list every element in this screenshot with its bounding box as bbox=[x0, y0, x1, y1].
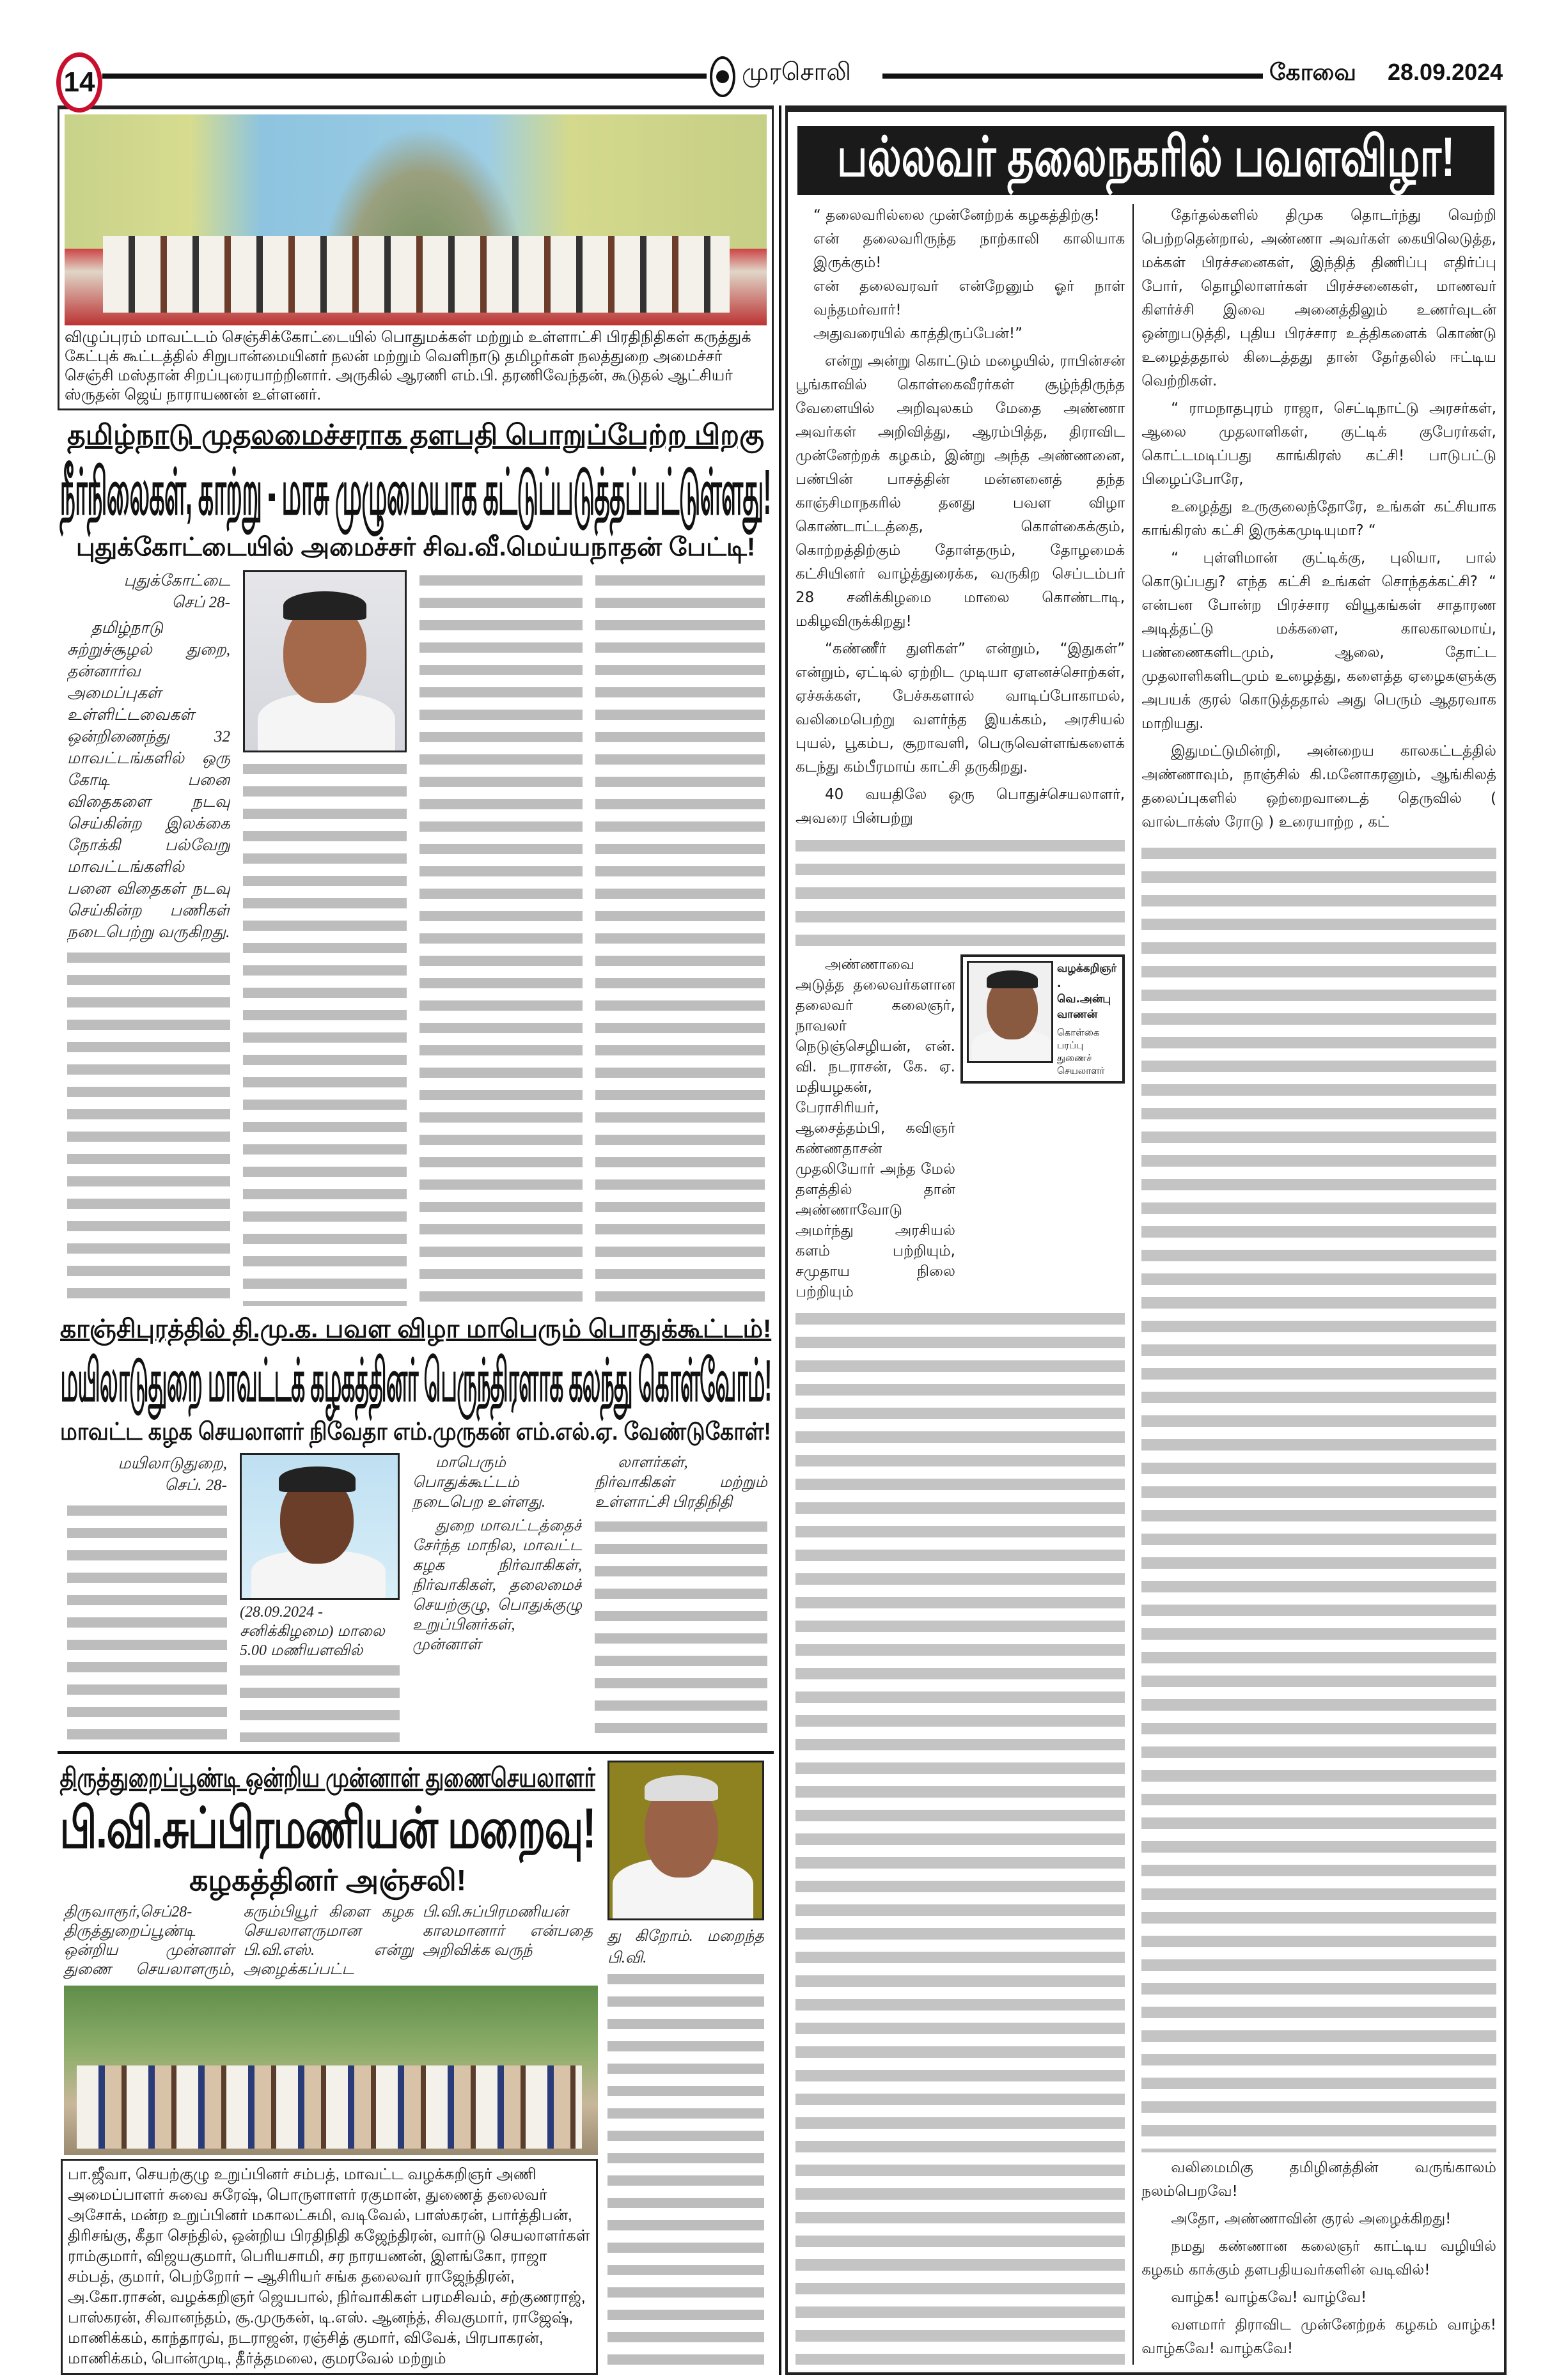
secretary-portrait bbox=[240, 1453, 400, 1600]
masthead-rule-left bbox=[102, 74, 707, 79]
closing-line: அதோ, அண்ணாவின் குரல் அழைக்கிறது! bbox=[1171, 2211, 1452, 2227]
kicker-text: காஞ்சிபுரத்தில் தி.மு.க. பவள விழா மாபெரும் பொதுக்கூட்டம்! bbox=[59, 1315, 772, 1343]
subheadline bbox=[58, 1416, 774, 1448]
paper-logo-icon bbox=[710, 56, 735, 97]
article-paragraph: துறை மாவட்டத்தைச் சேர்ந்த மாநில, மாவட்ட கழக நிர்வாகிகள், நிர்வாகிகள், தலைமைச் செயற்குழு, பொதுக்குழு உறுப்பினர்கள், முன்னாள் bbox=[412, 1518, 582, 1653]
closing-line: வளமார் திராவிட முன்னேற்றக் கழகம் வாழ்க! வாழ்கவே! வாழ்கவே! bbox=[1141, 2317, 1496, 2357]
text-filler bbox=[240, 1660, 400, 1742]
article-paragraph: தமிழ்நாடு சுற்றுச்சூழல் துறை, தன்னார்வ அமைப்புகள் உள்ளிட்டவைகள் ஒன்றிணைந்து 32 மாவட்டங்களில் ஒரு கோடி பனை விதைகளை நடவு செய்கின்ற இலக்கை நோக்கி பல்வேறு மாவட்டங்களில் பனை விதைகள் நடவு செய்கின்ற பணிகள் நடைபெற்று வருகிறது. bbox=[67, 619, 230, 941]
text-filler bbox=[67, 947, 230, 1306]
headline-text: பி.வி.சுப்பிரமணியன் மறைவு! bbox=[59, 1796, 596, 1860]
subheadline bbox=[58, 1862, 598, 1899]
feature-headline-box bbox=[797, 126, 1494, 195]
feature-column-2 bbox=[1141, 204, 1496, 2365]
article-column bbox=[240, 1453, 400, 1742]
issue-date: 28.09.2024 bbox=[1388, 59, 1503, 85]
story3-side-column bbox=[607, 1761, 764, 2375]
feature-paragraph: அண்ணாவை அடுத்த தலைவர்களான தலைவர் கலைஞர், நாவலர் நெடுஞ்செழியன், என். வி. நடராசன், கே. ஏ. மதியழகன், பேராசிரியர், ஆசைத்தம்பி, கவிஞர் கண்ணதாசன் முதலியோர் அந்த மேல் தளத்தில் தான் அண்ணாவோடு அமர்ந்து அரசியல் களம் பற்றியும், சமுதாய நிலை பற்றியும் bbox=[795, 956, 955, 1300]
feature-closing bbox=[1141, 2156, 1496, 2365]
subheadline bbox=[58, 531, 774, 564]
feature-column-divider bbox=[1132, 204, 1134, 2365]
headline-text: நீர்நிலைகள், காற்று - மாசு முழுமையாக கட்டுப்படுத்தப்பட்டுள்ளது! bbox=[60, 456, 771, 528]
dateline: புதுக்கோட்டை செப் 28- bbox=[123, 572, 230, 611]
photo-caption: (28.09.2024 - சனிக்கிழமை) மாலை 5.00 மணியளவில் bbox=[240, 1604, 385, 1659]
closing-line: வலிமைமிகு தமிழினத்தின் வருங்காலம் நலம்பெறவே! bbox=[1141, 2159, 1496, 2200]
feature-paragraph: இதுமட்டுமின்றி, அன்றைய காலகட்டத்தில் அண்ணாவும், நாஞ்சில் கி.மனோகரனும், ஆங்கிலத் தலைப்புகளில் ஒற்றைவாடைத் தெருவில் ( வால்டாக்ஸ் ரோடு ) உரையாற்ற , கட் bbox=[1141, 743, 1496, 830]
feature-columns bbox=[795, 204, 1496, 2365]
section-divider bbox=[58, 1751, 774, 1754]
photo-caption: விழுப்புரம் மாவட்டம் செஞ்சிக்கோட்டையில் பொதுமக்கள் மற்றும் உள்ளாட்சி பிரதிநிதிகள் கருத்துக் கேட்புக் கூட்டத்தில் சிறுபான்மையினர் நலன் மற்றும் வெளிநாடு தமிழர்கள் நலத்துறை அமைச்சர் செஞ்சி மஸ்தான் சிறப்புரையாற்றினார். அருகில் ஆரணி எம்.பி. தரணிவேந்தன், கூடுதல் ஆட்சியர் ஸ்ருதன் ஜெய் நாராயணன் உள்ளனர். bbox=[65, 329, 751, 403]
byline-row bbox=[795, 954, 1125, 1302]
kicker-text: திருத்துறைப்பூண்டி ஒன்றிய முன்னாள் துணைசெயலாளர் bbox=[59, 1762, 596, 1793]
photo-box bbox=[58, 105, 774, 410]
feature-headline: பல்லவர் தலைநகரில் பவளவிழா! bbox=[836, 125, 1455, 188]
author-name: வழக்கறிஞர். வெ.அன்புவாணன் bbox=[1056, 962, 1117, 1021]
article-column bbox=[67, 1453, 227, 1742]
quote-line: என் தலைவரிருந்த நாற்காலி காலியாக இருக்கும்! bbox=[813, 231, 1125, 271]
article-column bbox=[243, 570, 407, 1306]
text-filler bbox=[67, 1500, 227, 1742]
caption-text: பா.ஜீவா, செயற்குழு உறுப்பினர் சம்பத், மாவட்ட வழக்கறிஞர் அணி அமைப்பாளர் சுவை சுரேஷ், பொருளாளர் ரகுமான், துணைத் தலைவர் அசோக், மன்ற உறுப்பினர் மகாலட்சுமி, வடிவேல், பாஸ்கரன், பார்த்திபன், திரிசங்கு, கீதா செந்தில், ஒன்றிய பிரதிநிதி கஜேந்திரன், வார்டு செயலாளர்கள் ராம்குமார், விஜயகுமார், பெரியசாமி, சர நாரயணன், இளங்கோ, ராஜா சம்பத், குமார், பெற்றோர் – ஆசிரியர் சங்க தலைவர் ராஜேந்திரன், அ.கோ.ராசன், வழக்கறிஞர் ஜெயபால், நிர்வாகிகள் பரமசிவம், சற்குணராஜ், பாஸ்கரன், சிவானந்தம், சூ.முருகன், டி.எஸ். ஆனந்த், சிவகுமார், ராஜேஷ், மாணிக்கம், காந்தாரவ், நடராஜன், ரஞ்சித் குமார், விவேக், பிரபாகரன், மாணிக்கம், பொன்முடி, தீர்த்தமலை, குமரவேல் மற்றும் bbox=[68, 2166, 590, 2367]
text-filler bbox=[595, 1516, 767, 1742]
subheadline-text: மாவட்ட கழக செயலாளர் நிவேதா எம்.முருகன் எம்.எல்.ஏ. வேண்டுகோள்! bbox=[60, 1419, 771, 1445]
feature-paragraph: “ புள்ளிமான் குட்டிக்கு, புலியா, பால் கொடுப்பது? எந்த கட்சி உங்கள் சொந்தக்கட்சி? “ என்பன போன்ற பிரச்சார வியூகங்கள் சாதாரண அடித்தட்டு மக்களை, காலகாலமாய், பண்ணைகளிடமும், ஆலை, தோட்ட முதலாளிகளிடமும் உழைத்து, களைத்த ஏழைகளுக்கு அபயக் குரல் கொடுத்ததால் அது பெரும் ஆதரவாக மாறியது. bbox=[1141, 550, 1496, 732]
subheadline-text: கழகத்தினர் அஞ்சலி! bbox=[189, 1863, 467, 1897]
text-filler bbox=[795, 1307, 1125, 2365]
group-photo-caption bbox=[61, 2159, 598, 2375]
quote-line: என் தலைவரவர் என்றேனும் ஓர் நாள் வந்தமர்வார்! bbox=[813, 278, 1125, 318]
feature-paragraph: “ ராமநாதபுரம் ராஜா, செட்டிநாட்டு அரசர்கள், ஆலை முதலாளிகள், குட்டிக் குபேரர்கள், கொட்டமடிப்பது காங்கிரஸ் கட்சி! பாடுபட்டு பிழைப்போரே, bbox=[1141, 400, 1496, 488]
author-role: கொள்கை பரப்பு துணைச் செயலாளர் bbox=[1056, 1027, 1105, 1077]
text-filler bbox=[595, 570, 765, 1306]
headline-text: மயிலாடுதுறை மாவட்டக் கழகத்தினர் பெருந்திரளாக கலந்து கொள்வோம்! bbox=[60, 1348, 771, 1413]
story3-main bbox=[58, 1761, 598, 2375]
kicker bbox=[58, 1312, 774, 1346]
text-filler bbox=[1141, 842, 1496, 2152]
kicker bbox=[58, 417, 774, 454]
story1-body bbox=[58, 564, 774, 1312]
kicker-text: தமிழ்நாடு முதலமைச்சராக தளபதி பொறுப்பேற்ற பிறகு bbox=[67, 419, 764, 451]
group-photo bbox=[64, 1986, 598, 2155]
subheadline-text: புதுக்கோட்டையில் அமைச்சர் சிவ.வீ.மெய்யநாதன் பேட்டி! bbox=[75, 533, 756, 561]
article-paragraph: லாளர்கள், நிர்வாகிகள் மற்றும் உள்ளாட்சி பிரதிநிதி bbox=[595, 1454, 767, 1511]
article-column bbox=[595, 570, 765, 1306]
feature-paragraph: “கண்ணீர் துளிகள்” என்றும், “இதுகள்” என்றும், ஏட்டில் ஏற்றிட முடியா ஏளனச்சொற்கள், ஏச்சுக்கள், பேச்சுகளால் வாடிப்போகாமல், வலிமைபெற்று வளர்ந்த இயக்கம், அரசியல் புயல், பூகம்ப, சூறாவளி, பெருவெள்ளங்களைக் கடந்து கம்பீரமாய் காட்சி தருகிறது. bbox=[795, 641, 1125, 775]
headline bbox=[58, 454, 774, 531]
minister-portrait bbox=[243, 570, 407, 752]
kicker bbox=[58, 1761, 598, 1795]
page-number-badge: 14 bbox=[56, 52, 102, 113]
column-divider bbox=[779, 105, 781, 2375]
text-filler bbox=[419, 570, 583, 1306]
quote-line: “ தலைவரில்லை முன்னேற்றக் கழகத்திற்கு! bbox=[813, 207, 1100, 224]
deceased-portrait bbox=[607, 1761, 764, 1920]
text-filler bbox=[243, 759, 407, 1306]
feature-paragraph: தேர்தல்களில் திமுக தொடர்ந்து வெற்றி பெற்றதென்றால், அண்ணா அவர்கள் கையிலெடுத்த, மக்கள் பிரச்சனைகள், இந்தித் திணிப்பு எதிர்ப்பு போர், தொழிலாளர்கள் பிரச்சனைகள், மாணவர் கிளர்ச்சி இவை அனைத்திலும் உணர்வுடன் ஒன்றுபடுத்தி, புதிய பிரச்சார உத்திகளைக் கொண்டு உழைத்ததால் கிடைத்தது தான் தேர்தலில் ஈட்டிய வெற்றிகள். bbox=[1141, 207, 1496, 389]
story2-body bbox=[58, 1448, 774, 1748]
side-text: து கிறோம். மறைந்த பி.வி. bbox=[607, 1928, 764, 1966]
article-column bbox=[412, 1453, 582, 1742]
byline-box bbox=[960, 954, 1125, 1084]
article-column bbox=[67, 570, 230, 1306]
quote-line: அதுவரையில் காத்திருப்பேன்!” bbox=[813, 325, 1023, 342]
feature-paragraph: என்று அன்று கொட்டும் மழையில், ராபின்சன் பூங்காவில் கொள்கைவீரர்கள் சூழ்ந்திருந்த வேளையில் அறிவுலகம் மேதை அண்ணா அவர்கள் அறிவித்து, ஆரம்பித்த, திராவிட முன்னேற்றக் கழகம், இன்று அந்த அண்ணனை, பண்பின் பாசத்தின் மன்னனைத் தந்த காஞ்சிமாநகரில் தனது பவள விழா கொண்டாட்டத்தை, கொள்கைக்கும், கொற்றத்திற்கும் தோள்தரும், தோழமைக் கட்சியினர் வாழ்த்துரைக்க, வருகிற செப்டம்பர் 28 சனிக்கிழமை மாலை கொண்டாடி, மகிழவிருக்கிறது! bbox=[795, 353, 1125, 630]
author-photo bbox=[967, 961, 1053, 1063]
left-column bbox=[58, 105, 774, 2375]
paper-name: முரசொலி bbox=[742, 59, 851, 89]
quote-block bbox=[795, 204, 1125, 346]
edition: கோவை bbox=[1269, 59, 1356, 85]
story3 bbox=[58, 1761, 774, 2375]
event-photo bbox=[65, 114, 767, 325]
feature-paragraph: உழைத்து உருகுலைந்தோரே, உங்கள் கட்சியாக காங்கிரஸ் கட்சி இருக்கமுடியுமா? “ bbox=[1141, 499, 1496, 539]
article-paragraph: மாபெரும் பொதுக்கூட்டம் நடைபெற உள்ளது. bbox=[412, 1454, 545, 1511]
article-column bbox=[419, 570, 583, 1306]
feature-paragraph: 40 வயதிலே ஒரு பொதுச்செயலாளர், அவரை பின்பற்று bbox=[795, 786, 1125, 827]
closing-line: வாழ்க! வாழ்கவே! வாழ்வே! bbox=[1171, 2289, 1367, 2306]
headline bbox=[58, 1795, 598, 1862]
article-column bbox=[595, 1453, 767, 1742]
dateline: மயிலாடுதுறை, செப். 28- bbox=[118, 1455, 227, 1494]
text-filler bbox=[795, 834, 1125, 949]
feature-column-1 bbox=[795, 204, 1125, 2365]
headline bbox=[58, 1346, 774, 1416]
closing-line: நமது கண்ணான கலைஞர் காட்டிய வழியில் கழகம் காக்கும் தளபதியவர்களின் வடிவில்! bbox=[1141, 2238, 1496, 2278]
feature-frame bbox=[785, 105, 1507, 2375]
text-filler bbox=[607, 1969, 764, 2375]
article-paragraph: திருவாரூர்,செப்28- திருத்துறைப்பூண்டி ஒன்றிய முன்னாள் துணை செயலாளரும், கரும்பியூர் கிளை கழக செயலாளருமான பி.வி.எஸ். என்று அழைக்கப்பட்ட பி.வி.சுப்பிரமணியன் காலமானார் என்பதை அறிவிக்க வருந் bbox=[64, 1904, 593, 1978]
masthead-rule-right bbox=[882, 74, 1263, 79]
